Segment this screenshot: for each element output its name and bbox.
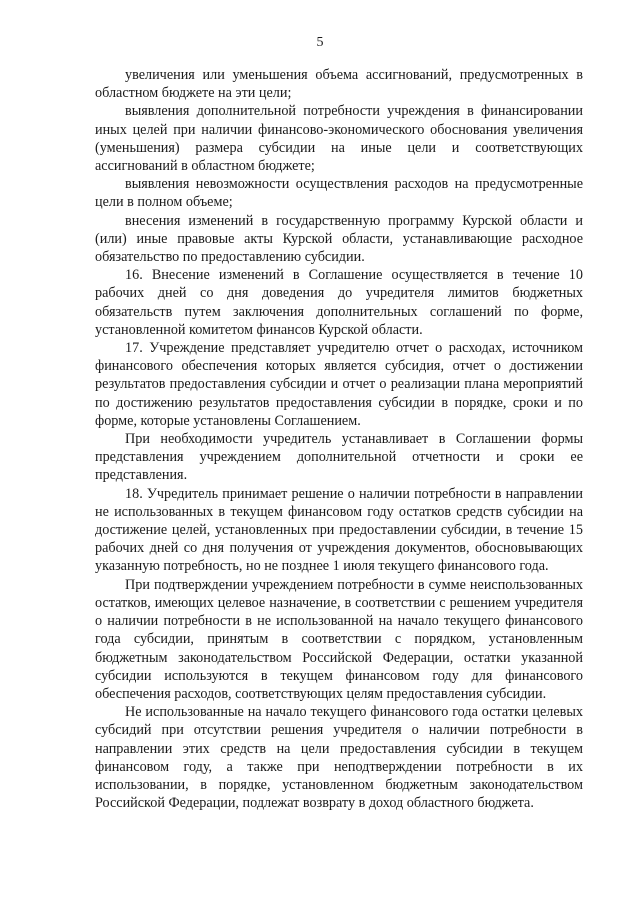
paragraph: 16. Внесение изменений в Соглашение осуществляется в течение 10 рабочих дней со дня доведения до учредителя лимитов бюджетных обязательств путем заключения дополнительных соглашений по форме, установленной комитетом финансов Курской области. xyxy=(95,267,583,338)
paragraph: При необходимости учредитель устанавливает в Соглашении формы представления учреждением дополнительной отчетности и сроки ее представления. xyxy=(95,431,583,484)
paragraph: увеличения или уменьшения объема ассигнований, предусмотренных в областном бюджете на эти цели; xyxy=(95,67,583,102)
paragraph: 18. Учредитель принимает решение о наличии потребности в направлении не использованных в текущем финансовом году остатков средств субсидии на достижение целей, установленных при предоставлении субсидии, в течение 15 рабочих дней со дня получения от учреждения документов, обосновывающих указанную потребность, но не позднее 1 июля текущего финансового года. xyxy=(95,485,583,575)
paragraph: 17. Учреждение представляет учредителю отчет о расходах, источником финансового обеспечения которых является субсидия, отчет о достижении результатов предоставления субсидии и отчет о реализации плана мероприятий по достижению результатов предоставления субсидии в порядке, сроки и по форме, которые установлены Соглашением. xyxy=(95,340,583,429)
paragraph: внесения изменений в государственную программу Курской области и (или) иные правовые акты Курской области, устанавливающие расходное обязательство по предоставлению субсидии. xyxy=(95,212,583,266)
paragraph: выявления дополнительной потребности учреждения в финансировании иных целей при наличии финансово-экономического обоснования увеличения (уменьшения) размера субсидии на иные цели и соответствующих ассигнований в областном бюджете; xyxy=(95,103,583,175)
paragraph: При подтверждении учреждением потребности в сумме неиспользованных остатков, имеющих целевое назначение, в соответствии с решением учредителя о наличии потребности в не использованной на начало текущего финансового года субсидии, принятым в соответствии с порядком, установленным бюджетным законодательством Российской Федерации, остатки указанной субсидии используются в текущем финансовом году для финансового обеспечения расходов, соответствующих целям предоставления субсидии. xyxy=(95,576,583,702)
paragraph: выявления невозможности осуществления расходов на предусмотренные цели в полном объеме; xyxy=(95,176,583,211)
document-body xyxy=(95,66,583,812)
page-number: 5 xyxy=(316,35,324,50)
paragraph: Не использованные на начало текущего финансового года остатки целевых субсидий при отсутствии решения учредителя о наличии потребности в направлении этих средств на цели предоставления субсидии в текущем финансовом году, а также при неподтверждении потребности в их использовании, в порядке, установленном бюджетным законодательством Российской Федерации, подлежат возврату в доход областного бюджета. xyxy=(95,704,583,812)
